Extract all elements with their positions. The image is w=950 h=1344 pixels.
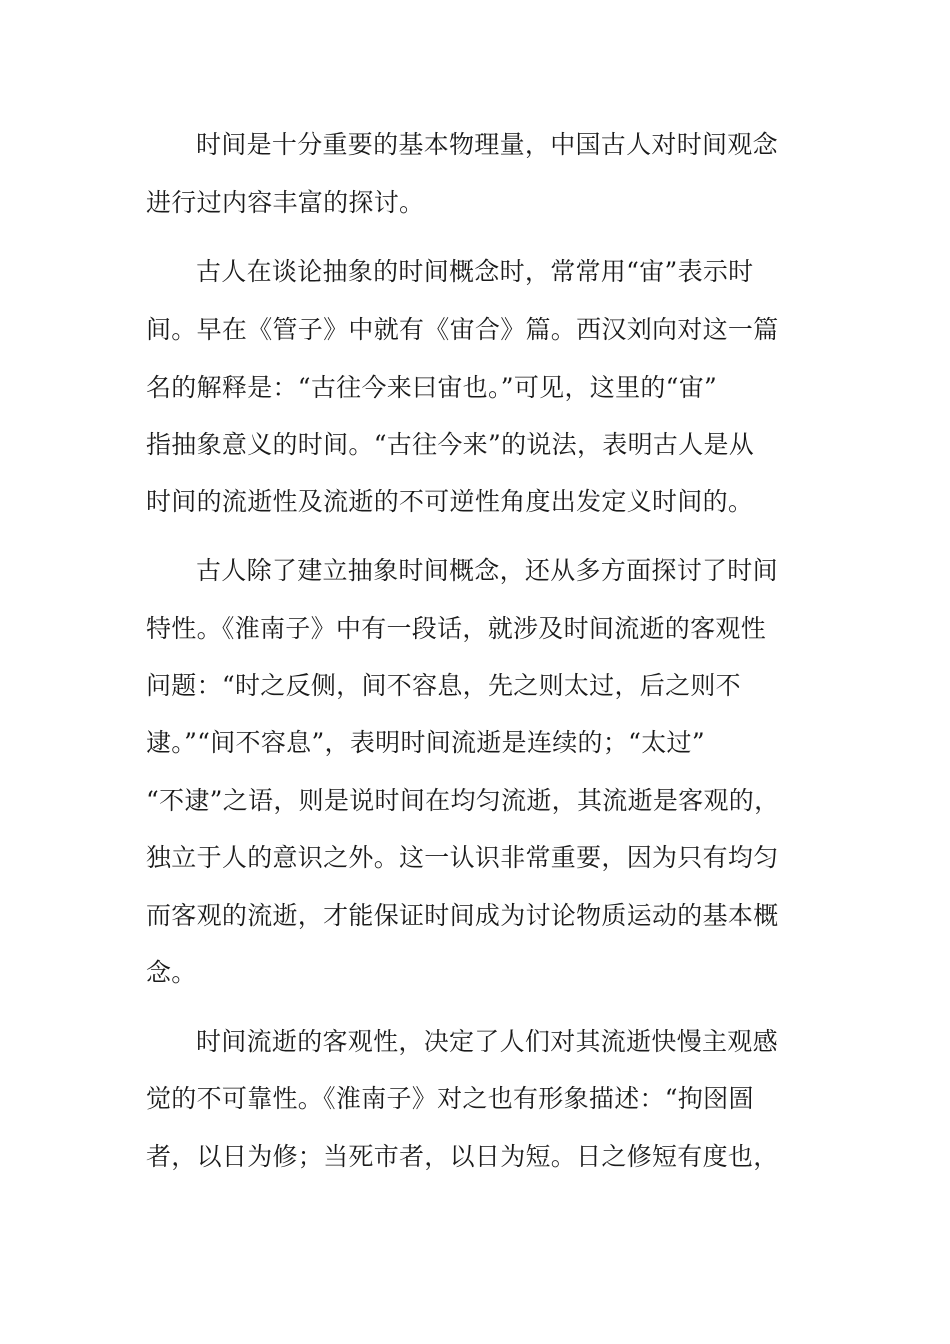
text-line: 觉的不可靠性。《淮南子》对之也有形象描述：“拘囹圄 [146,1084,754,1113]
text-line: 古人除了建立抽象时间概念，还从多方面探讨了时间 [196,556,778,585]
text-line: 问题：“时之反侧，间不容息，先之则太过，后之则不 [146,671,741,700]
text-line: 时间是十分重要的基本物理量，中国古人对时间观念 [196,130,778,159]
text-line: 名的解释是：“古往今来曰宙也。”可见，这里的“宙” [146,373,718,402]
text-line: 者，以日为修；当死市者，以日为短。日之修短有度也， [146,1142,779,1171]
text-line: 特性。《淮南子》中有一段话，就涉及时间流逝的客观性 [146,614,767,643]
text-line: “不逮”之语，则是说时间在均匀流逝，其流逝是客观的， [146,786,780,815]
text-line: 间。早在《管子》中就有《宙合》篇。西汉刘向对这一篇 [146,315,779,344]
text-line: 时间流逝的客观性，决定了人们对其流逝快慢主观感 [196,1027,778,1056]
text-line: 而客观的流逝，才能保证时间成为讨论物质运动的基本概 [146,901,779,930]
text-line: 逮。”“间不容息”，表明时间流逝是连续的；“太过” [146,728,705,757]
text-line: 独立于人的意识之外。这一认识非常重要，因为只有均匀 [146,843,779,872]
text-line: 指抽象意义的时间。“古往今来”的说法，表明古人是从 [146,430,755,459]
text-line: 时间的流逝性及流逝的不可逆性角度出发定义时间的。 [146,487,754,516]
text-line: 古人在谈论抽象的时间概念时，常常用“宙”表示时 [196,257,754,286]
text-line: 念。 [146,958,197,987]
text-line: 进行过内容丰富的探讨。 [146,188,425,217]
